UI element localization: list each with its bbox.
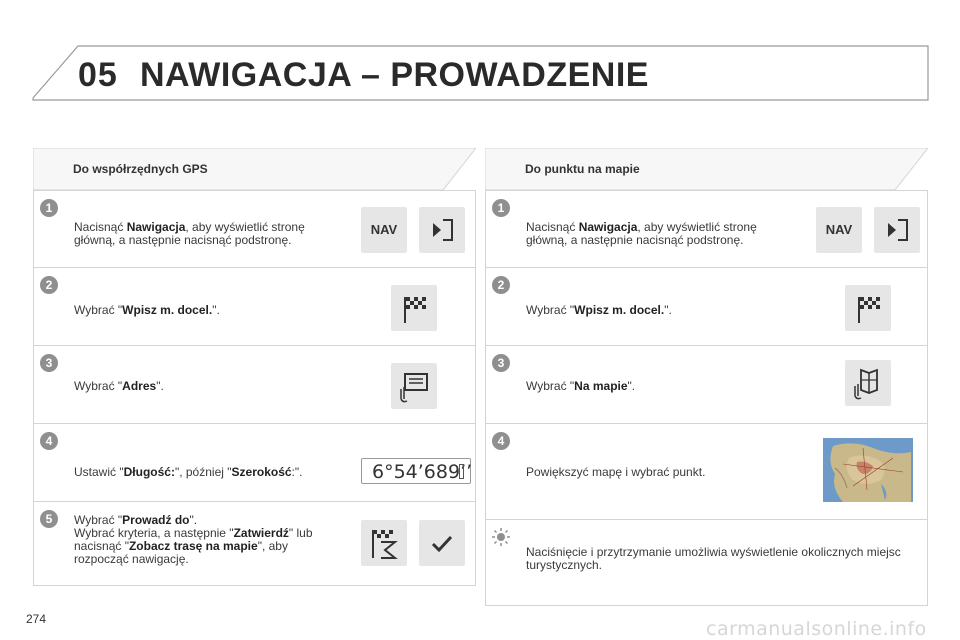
step-text: Ustawić "Długość:", później "Szerokość:". <box>74 465 303 479</box>
subpage-icon <box>419 207 465 253</box>
step-row-1 <box>486 190 927 268</box>
tip-row <box>486 520 927 606</box>
chapter-title: NAWIGACJA – PROWADZENIE <box>140 56 649 94</box>
step-row-2 <box>34 268 475 346</box>
tip-sun-icon <box>492 528 510 546</box>
step-text: Wybrać "Wpisz m. docel.". <box>526 303 672 317</box>
step-number: 1 <box>40 199 58 217</box>
step-text: Wybrać "Adres". <box>74 379 164 393</box>
subpage-icon <box>874 207 920 253</box>
nav-button-icon: NAV <box>361 207 407 253</box>
coordinate-value: 6°54’689’’ <box>372 461 473 483</box>
checkered-flag-icon <box>845 285 891 331</box>
step-row-2 <box>486 268 927 346</box>
step-text: Wybrać "Prowadź do". Wybrać kryteria, a następnie "Zatwierdź" lub nacisnąć "Zobacz trasę na mapie", aby rozpocząć nawigację. <box>74 513 313 566</box>
checkered-flag-icon <box>391 285 437 331</box>
address-keyboard-icon <box>391 363 437 409</box>
step-text: Nacisnąć Nawigacja, aby wyświetlić stronę główną, a następnie nacisnąć podstronę. <box>74 220 305 247</box>
step-row-5 <box>34 502 475 586</box>
right-column <box>485 148 928 606</box>
route-criteria-icon <box>361 520 407 566</box>
step-text: Nacisnąć Nawigacja, aby wyświetlić stronę główną, a następnie nacisnąć podstronę. <box>526 220 757 247</box>
step-row-3 <box>34 346 475 424</box>
confirm-check-icon <box>419 520 465 566</box>
left-steps <box>33 190 476 586</box>
step-text: Powiększyć mapę i wybrać punkt. <box>526 465 706 479</box>
map-touch-icon <box>845 360 891 406</box>
coordinate-field <box>361 458 471 484</box>
step-number: 2 <box>40 276 58 294</box>
step-number: 5 <box>40 510 58 528</box>
watermark: carmanualsonline.info <box>706 618 927 640</box>
right-column-header <box>485 148 928 190</box>
step-number: 3 <box>492 354 510 372</box>
nav-button-icon: NAV <box>816 207 862 253</box>
step-number: 4 <box>492 432 510 450</box>
left-column-header <box>33 148 476 190</box>
text-cursor-icon <box>459 464 464 479</box>
step-number: 1 <box>492 199 510 217</box>
right-steps <box>485 190 928 606</box>
step-number: 3 <box>40 354 58 372</box>
step-row-4 <box>486 424 927 520</box>
left-column-title: Do współrzędnych GPS <box>73 162 208 176</box>
step-text: Wybrać "Na mapie". <box>526 379 636 393</box>
step-number: 2 <box>492 276 510 294</box>
europe-map-thumbnail <box>823 438 913 502</box>
step-row-4 <box>34 424 475 502</box>
step-row-3 <box>486 346 927 424</box>
step-text: Wybrać "Wpisz m. docel.". <box>74 303 220 317</box>
step-number: 4 <box>40 432 58 450</box>
step-row-1 <box>34 190 475 268</box>
page-number: 274 <box>26 612 47 626</box>
chapter-number: 05 <box>78 56 118 94</box>
left-column <box>33 148 476 586</box>
tip-text: Naciśnięcie i przytrzymanie umożliwia wyświetlenie okolicznych miejsc turystycznych. <box>526 545 901 572</box>
right-column-title: Do punktu na mapie <box>525 162 640 176</box>
